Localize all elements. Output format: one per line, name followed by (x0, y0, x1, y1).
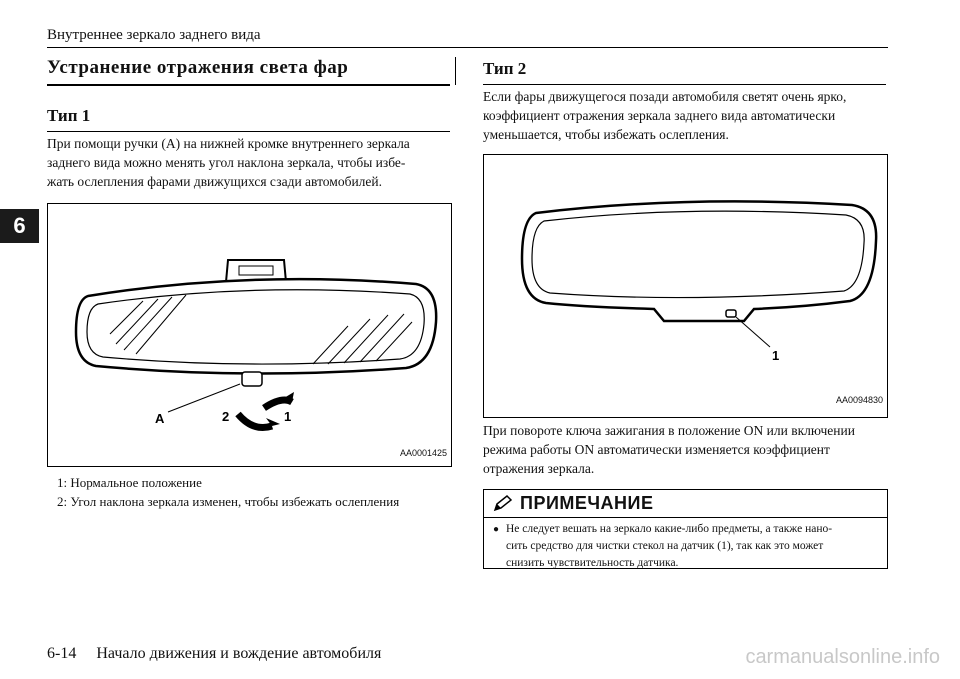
note-box (483, 489, 888, 569)
type2-line: коэффициент отражения зеркала заднего вида автоматически (483, 108, 836, 123)
type1-line: заднего вида можно менять угол наклона зеркала, чтобы избе- (47, 155, 406, 170)
auto-dimming-mirror-illustration (484, 155, 887, 417)
manual-mirror-illustration (48, 204, 451, 466)
sensor-label: 1 (772, 348, 780, 363)
type2-line: отражения зеркала. (483, 461, 595, 476)
page-header-title: Внутреннее зеркало заднего вида (47, 27, 261, 43)
page-number: 6-14 (47, 645, 77, 662)
type1-line: жать ослепления фарами движущихся сзади автомобилей. (47, 174, 383, 189)
figure-code: AA0094830 (835, 395, 883, 405)
type1-paragraph (47, 134, 450, 191)
type2-line: уменьшается, чтобы избежать ослепления. (483, 127, 729, 142)
type2-line: режима работы ON автоматически изменяется коэффициент (483, 442, 830, 457)
note-line: сить средство для чистки стекол на датчик (1), так как это может (506, 540, 824, 552)
page-footer (47, 645, 381, 663)
type2-title: Тип 2 (483, 59, 527, 78)
type2-line: При повороте ключа зажигания в положение ON или включении (483, 423, 855, 438)
note-line: Не следует вешать на зеркало какие-либо предметы, а также нано- (506, 523, 833, 535)
header-rule (47, 47, 888, 48)
bullet-icon: ● (493, 524, 500, 535)
type2-figure (483, 154, 888, 418)
label-a: A (155, 411, 165, 426)
type2-line: Если фары движущегося позади автомобиля светят очень ярко, (483, 89, 847, 104)
pencil-icon (492, 494, 514, 514)
type1-figure (47, 203, 452, 467)
type2-paragraph (483, 87, 886, 144)
note-text (506, 521, 882, 572)
column-divider (455, 57, 456, 85)
figure-code: AA0001425 (399, 448, 447, 458)
watermark-logo: carmanualsonline.info (745, 646, 940, 668)
label-1: 1 (284, 409, 292, 424)
chapter-tab: 6 (0, 209, 39, 243)
type1-captions (57, 473, 450, 511)
type2-paragraph-2 (483, 421, 886, 478)
type1-title: Тип 1 (47, 106, 91, 125)
type1-rule (47, 131, 450, 132)
section-title: Устранение отражения света фар (47, 57, 349, 78)
note-title: ПРИМЕЧАНИЕ (520, 493, 654, 513)
type1-line: При помощи ручки (A) на нижней кромке внутреннего зеркала (47, 136, 410, 151)
note-rule (484, 517, 887, 518)
chapter-title: Начало движения и вождение автомобиля (96, 645, 382, 662)
section-title-rule (47, 84, 450, 86)
caption-1: 1: Нормальное положение (57, 475, 202, 490)
type2-rule (483, 84, 886, 85)
label-2: 2 (222, 409, 230, 424)
note-line: снизить чувствительность датчика. (506, 557, 679, 569)
caption-2: 2: Угол наклона зеркала изменен, чтобы избежать ослепления (57, 494, 400, 509)
